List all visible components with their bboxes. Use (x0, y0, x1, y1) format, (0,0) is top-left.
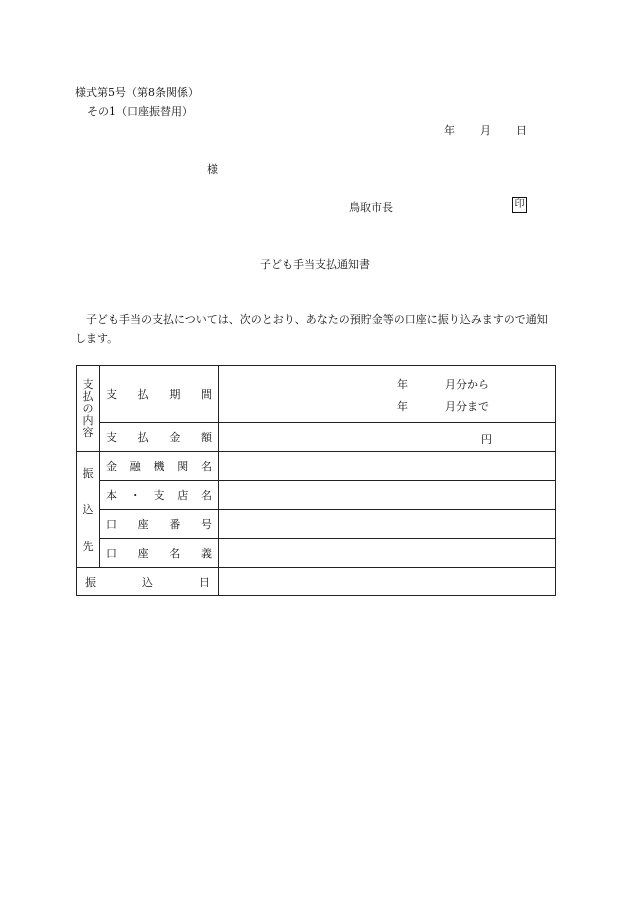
payment-period-label: 支 払 期 間 (100, 366, 219, 423)
cat-char: 込 (82, 503, 94, 517)
account-number-label: 口 座 番 号 (100, 510, 219, 539)
seal-mark: 印 (512, 197, 527, 213)
branch-name-value[interactable] (219, 481, 556, 510)
payment-amount-label: 支 払 金 額 (100, 423, 219, 452)
payment-period-value[interactable] (219, 366, 556, 423)
account-number-row (77, 510, 556, 539)
date-month: 月 (480, 124, 491, 137)
branch-row (77, 481, 556, 510)
transfer-date-value[interactable] (219, 568, 556, 596)
cat-char: 容 (82, 425, 94, 439)
payment-details-table (76, 365, 556, 596)
issuer-name: 鳥取市長 (349, 201, 393, 214)
form-sub-number: その1（口座振替用） (87, 105, 193, 118)
period-from-month: 月分から (445, 378, 489, 391)
cat-char: 内 (82, 413, 94, 427)
payment-content-header (77, 366, 100, 452)
transfer-date-label: 振 込 日 (77, 568, 219, 596)
document-title: 子ども手当支払通知書 (260, 258, 370, 271)
transfer-destination-header (77, 452, 100, 568)
date-year: 年 (444, 124, 455, 137)
account-name-value[interactable] (219, 539, 556, 568)
cat-char: 支 (82, 377, 94, 391)
notice-body: 子ども手当の支払については、次のとおり、あなたの預貯金等の口座に振り込みますので通知します。 (75, 313, 548, 345)
account-name-label: 口 座 名 義 (100, 539, 219, 568)
cat-char: の (82, 401, 94, 415)
period-to-year: 年 (397, 400, 408, 413)
cat-char: 先 (82, 540, 94, 554)
account-number-value[interactable] (219, 510, 556, 539)
bank-row (77, 452, 556, 481)
cat-char: 振 (82, 466, 94, 480)
period-to-month: 月分まで (445, 400, 489, 413)
branch-name-label: 本 ・ 支 店 名 (100, 481, 219, 510)
date-day: 日 (516, 124, 527, 137)
account-name-row (77, 539, 556, 568)
transfer-date-row (77, 568, 556, 596)
form-number: 様式第5号（第8条関係） (75, 86, 199, 99)
period-from-year: 年 (397, 378, 408, 391)
payment-amount-value[interactable] (219, 423, 556, 452)
amount-row (77, 423, 556, 452)
amount-unit: 円 (481, 433, 492, 446)
recipient-honorific: 様 (207, 163, 218, 176)
bank-name-value[interactable] (219, 452, 556, 481)
bank-name-label: 金 融 機 関 名 (100, 452, 219, 481)
period-row (77, 366, 556, 423)
cat-char: 払 (82, 389, 94, 403)
